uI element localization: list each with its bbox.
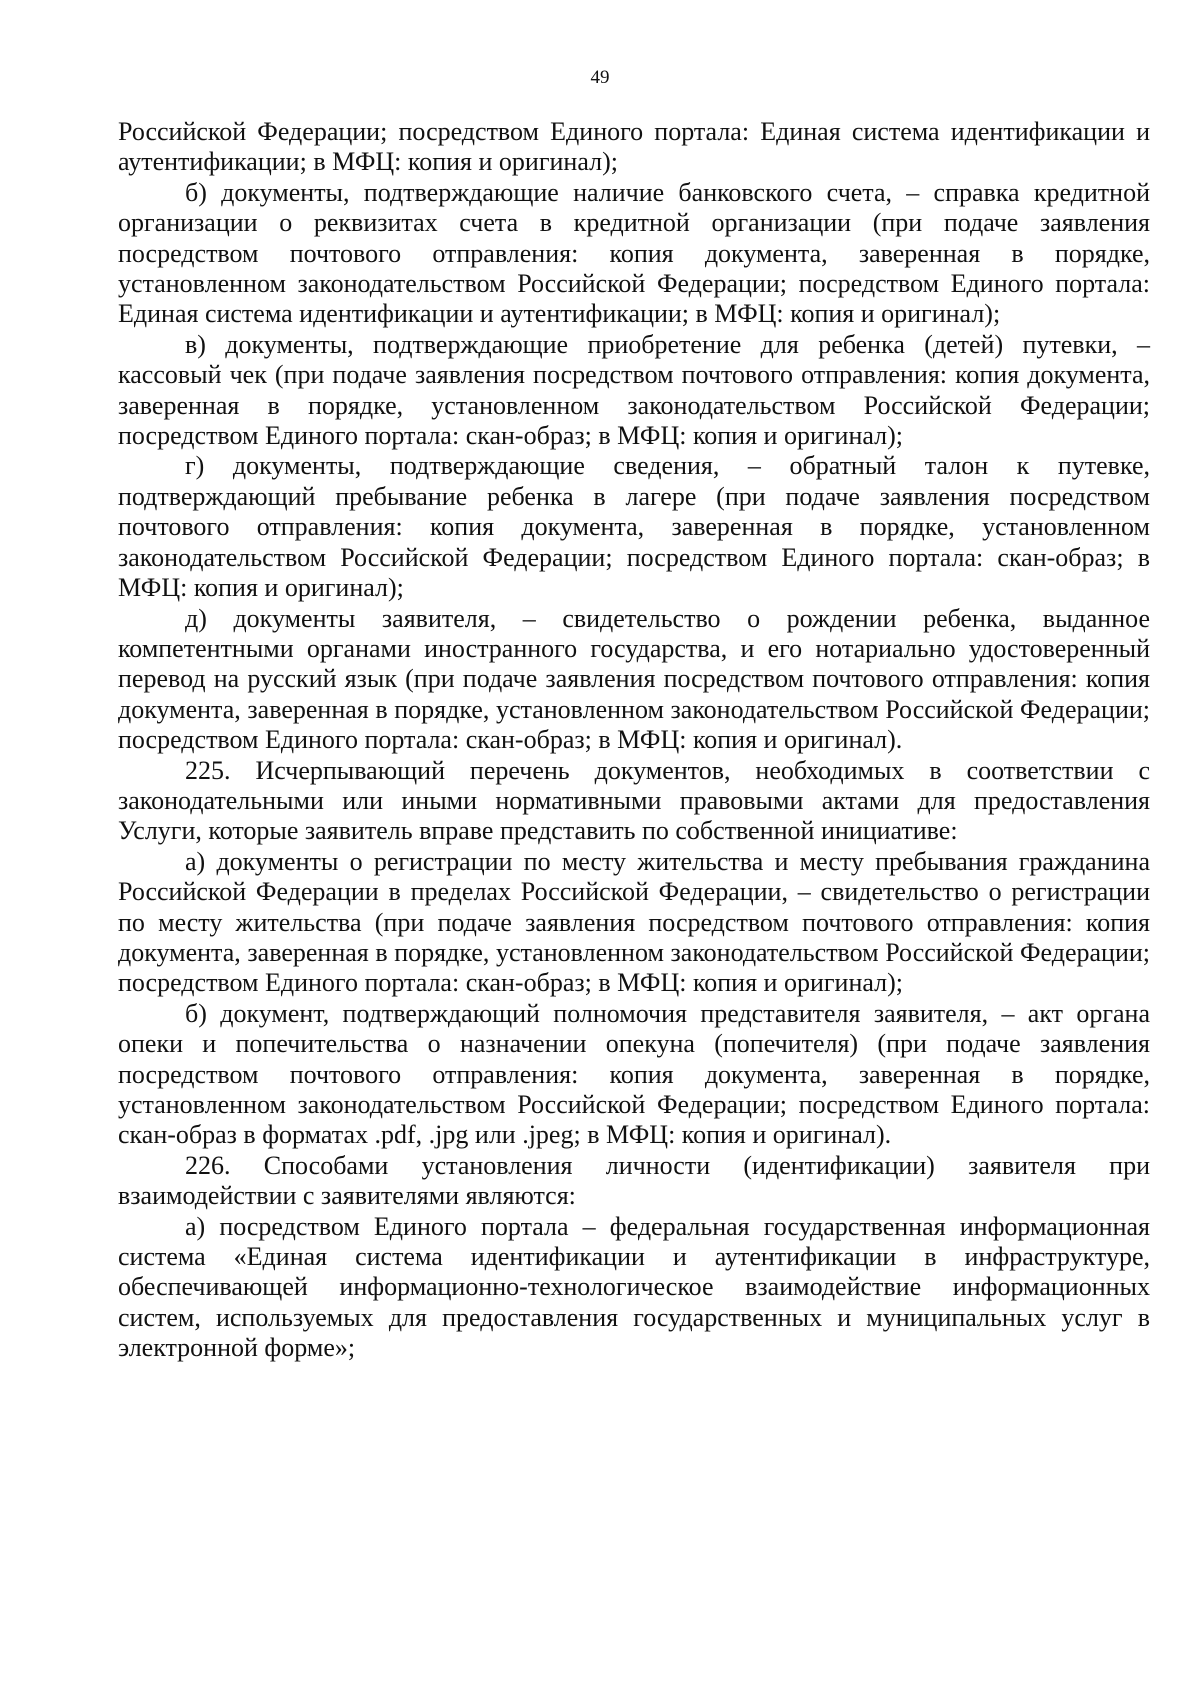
paragraph-225: 225. Исчерпывающий перечень документов, необходимых в соответствии с законодательными или иными нормативными правовыми актами для предоставления Услуги, которые заявитель вправе представить по собственной инициативе: [118, 755, 1150, 846]
paragraph-226: 226. Способами установления личности (идентификации) заявителя при взаимодействии с заявителями являются: [118, 1150, 1150, 1211]
paragraph-item-v-voucher-purchase: в) документы, подтверждающие приобретение для ребенка (детей) путевки, – кассовый чек (при подаче заявления посредством почтового отправления: копия документа, заверенная в порядке, установленном законодательством Российской Федерации; посредством Единого портала: скан-образ; в МФЦ: копия и оригинал); [118, 329, 1150, 451]
paragraph-item-g-return-coupon: г) документы, подтверждающие сведения, – обратный талон к путевке, подтверждающий пребывание ребенка в лагере (при подаче заявления посредством почтового отправления: копия документа, заверенная в порядке, установленном законодательством Российской Федерации; посредством Единого портала: скан-образ; в МФЦ: копия и оригинал); [118, 451, 1150, 603]
paragraph-226-item-a-esia: а) посредством Единого портала – федеральная государственная информационная система «Единая система идентификации и аутентификации в инфраструктуре, обеспечивающей информационно-технологическое взаимодействие информационных систем, используемых для предоставления государственных и муниципальных услуг в электронной форме»; [118, 1211, 1150, 1363]
document-body [118, 117, 1150, 1364]
paragraph-continuation: Российской Федерации; посредством Единого портала: Единая система идентификации и аутентификации; в МФЦ: копия и оригинал); [118, 117, 1150, 177]
paragraph-225-item-a-registration: а) документы о регистрации по месту жительства и месту пребывания гражданина Российской Федерации в пределах Российской Федерации, – свидетельство о регистрации по месту жительства (при подаче заявления посредством почтового отправления: копия документа, заверенная в порядке, установленном законодательством Российской Федерации; посредством Единого портала: скан-образ; в МФЦ: копия и оригинал); [118, 846, 1150, 998]
paragraph-item-d-birth-certificate: д) документы заявителя, – свидетельство о рождении ребенка, выданное компетентными органами иностранного государства, и его нотариально удостоверенный перевод на русский язык (при подаче заявления посредством почтового отправления: копия документа, заверенная в порядке, установленном законодательством Российской Федерации; посредством Единого портала: скан-образ; в МФЦ: копия и оригинал). [118, 603, 1150, 755]
paragraph-item-b-bank-account: б) документы, подтверждающие наличие банковского счета, – справка кредитной организации о реквизитах счета в кредитной организации (при подаче заявления посредством почтового отправления: копия документа, заверенная в порядке, установленном законодательством Российской Федерации; посредством Единого портала: Единая система идентификации и аутентификации; в МФЦ: копия и оригинал); [118, 177, 1150, 329]
paragraph-225-item-b-authority: б) документ, подтверждающий полномочия представителя заявителя, – акт органа опеки и попечительства о назначении опекуна (попечителя) (при подаче заявления посредством почтового отправления: копия документа, заверенная в порядке, установленном законодательством Российской Федерации; посредством Единого портала: скан-образ в форматах .pdf, .jpg или .jpeg; в МФЦ: копия и оригинал). [118, 998, 1150, 1150]
page-number: 49 [590, 67, 610, 88]
